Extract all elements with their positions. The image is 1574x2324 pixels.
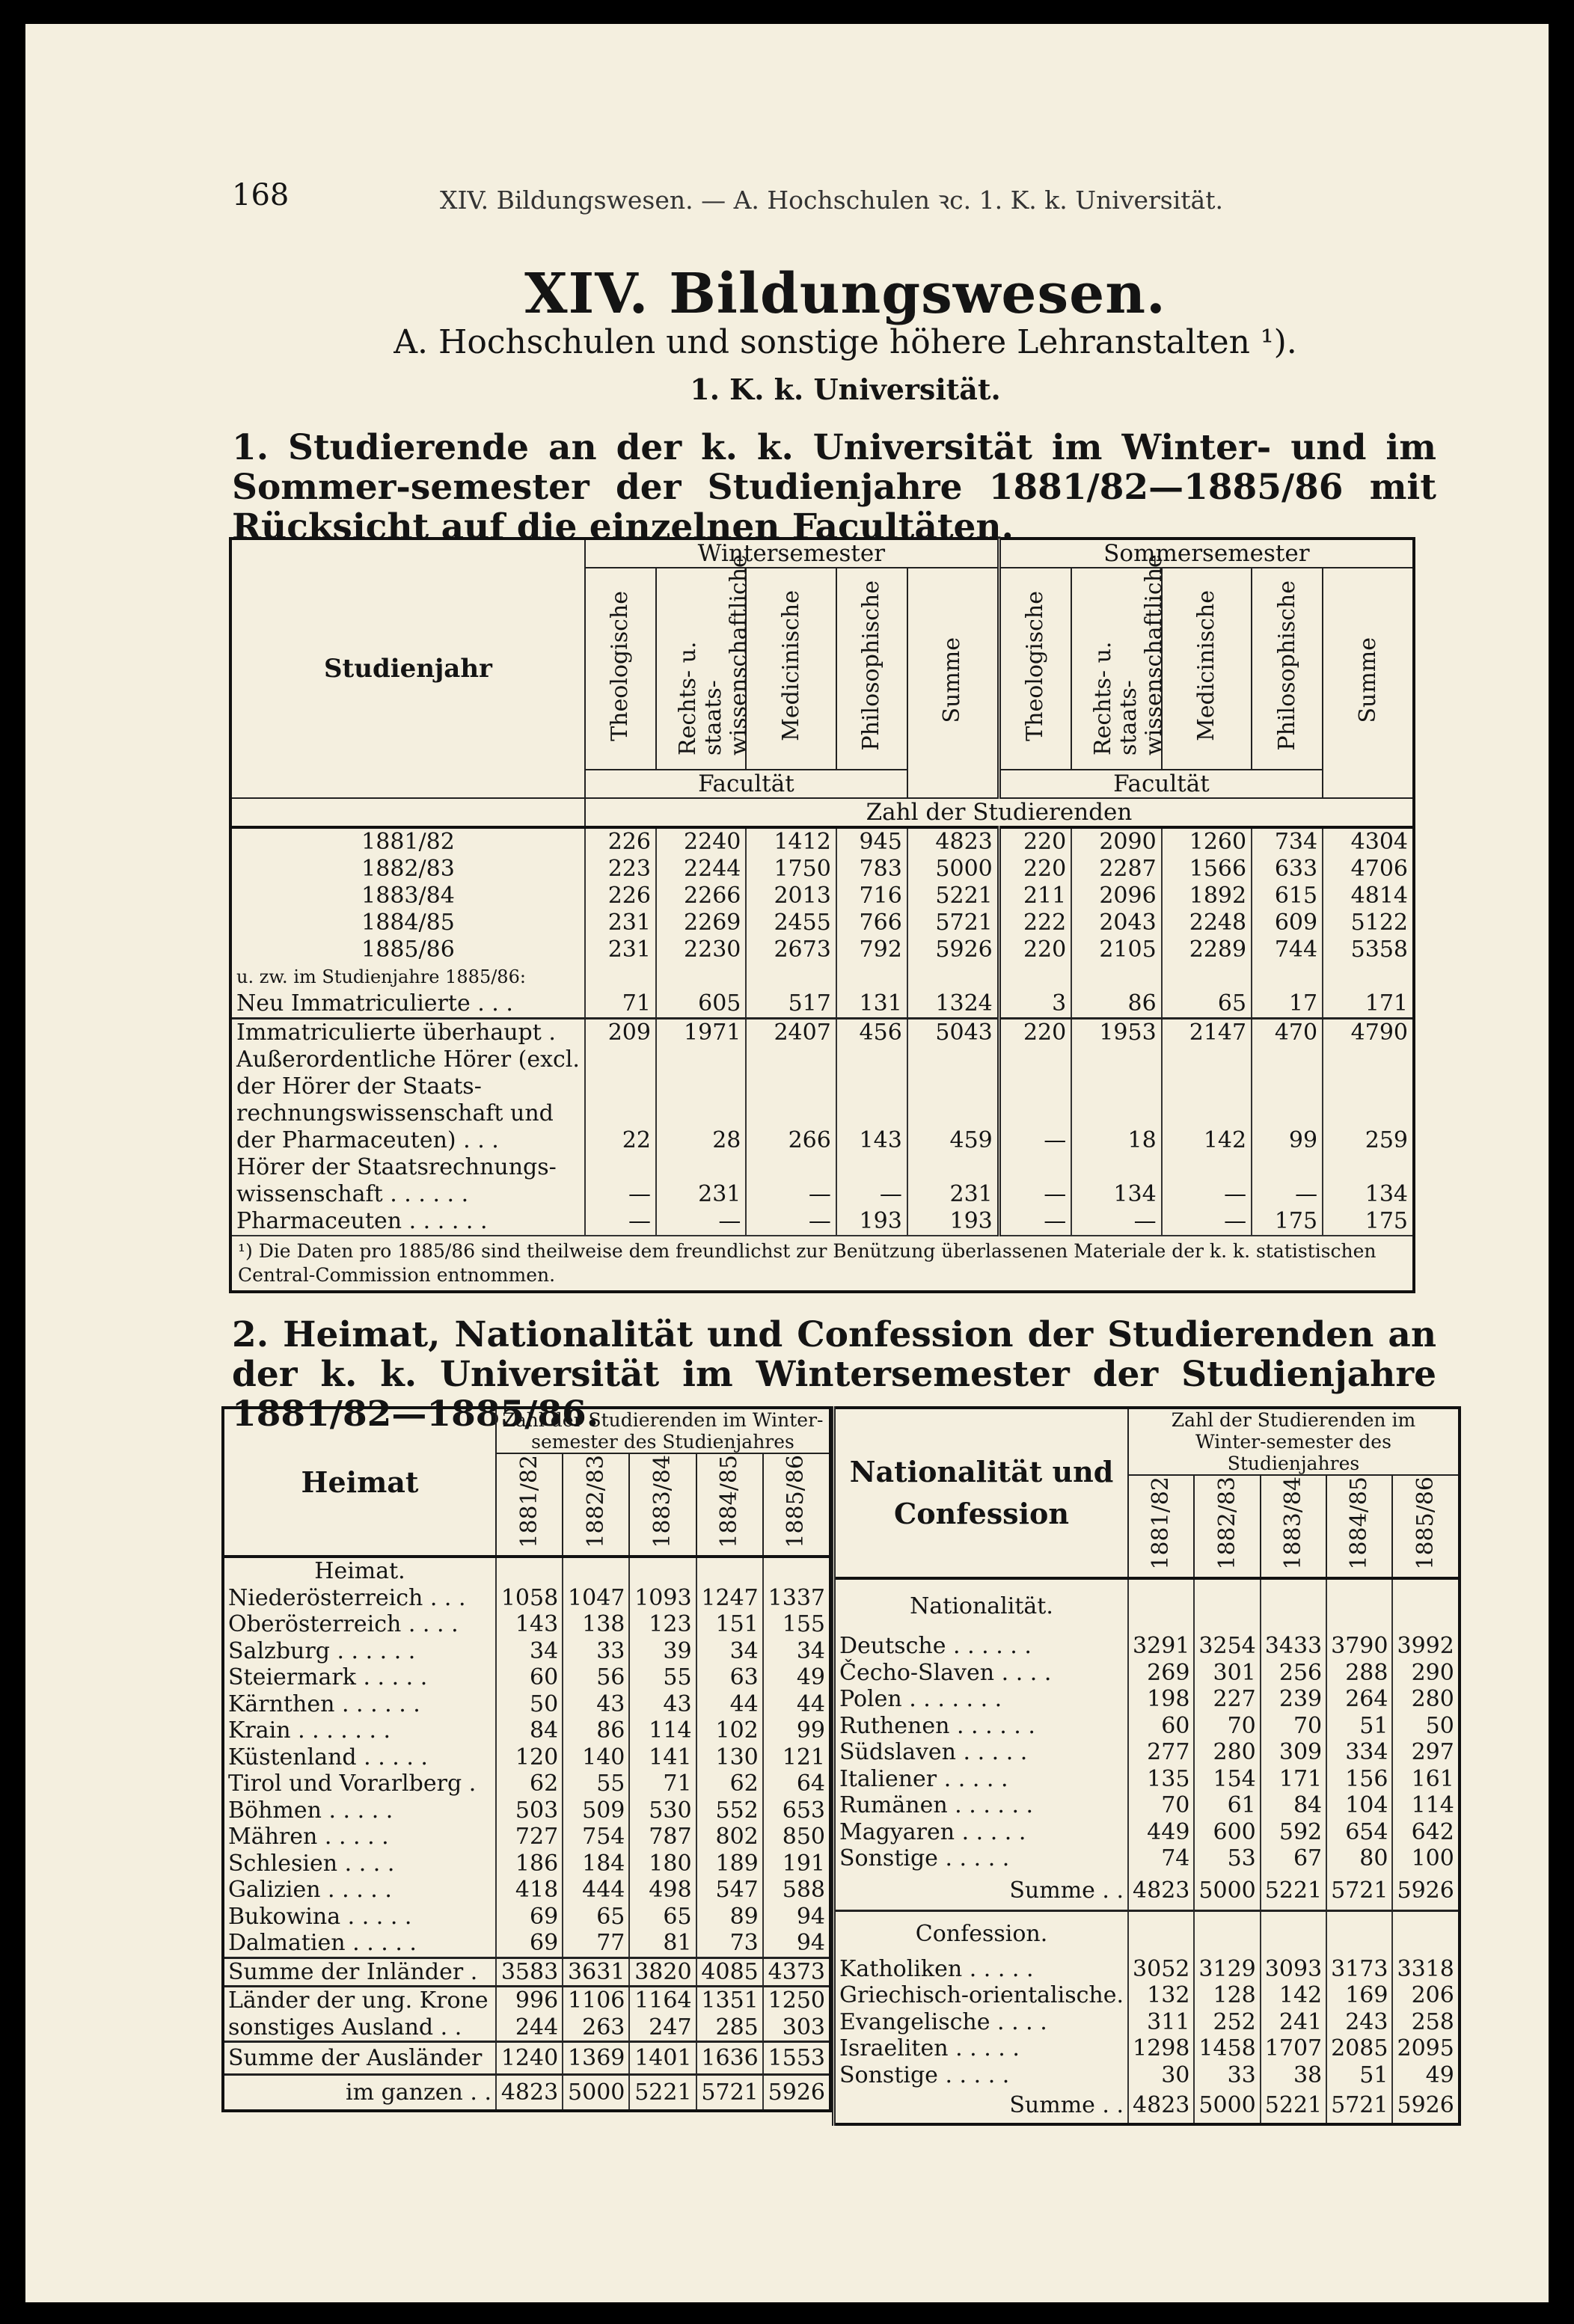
table-row (834, 1713, 1460, 1740)
cell-value: 754 (563, 1824, 629, 1851)
summer-header: Sommersemester (999, 539, 1414, 568)
cell-value: 5926 (1392, 2088, 1459, 2124)
table-row: 1881/82 226 2240 1412 945 4823 220 2090 1260 734 4304 (230, 827, 1414, 856)
cell-value: 51 (1326, 2062, 1392, 2089)
cell-value: 84 (1261, 1792, 1326, 1819)
cell-value: 128 (1194, 1982, 1260, 2009)
cell-value: 552 (696, 1797, 763, 1824)
row-label: Evangelische . . . . (834, 2009, 1129, 2036)
cell-value: 71 (629, 1770, 696, 1797)
cell-value: 3129 (1194, 1956, 1260, 1983)
row-label: Magyaren . . . . . (834, 1819, 1129, 1846)
cell-value: 2095 (1392, 2035, 1459, 2062)
cell-value: 138 (563, 1611, 629, 1638)
faculty-table (229, 537, 1415, 1293)
col-rechts-s: Rechts- u. staats-wissenschaftliche (1090, 554, 1168, 755)
row-label: Ruthenen . . . . . . (834, 1713, 1129, 1740)
cell-value: 69 (496, 1930, 563, 1957)
row-label: Deutsche . . . . . . (834, 1633, 1129, 1660)
cell-value: 509 (563, 1797, 629, 1824)
cell-value: 69 (496, 1904, 563, 1931)
row-label: Tirol und Vorarlberg . (228, 1770, 477, 1797)
chapter-title: XIV. Bildungswesen. (524, 262, 1166, 326)
cell-value: 130 (696, 1744, 763, 1771)
cell-value: 1106 (563, 1987, 629, 2014)
cell-value: 3173 (1326, 1956, 1392, 1983)
cell-value: 5221 (1261, 2088, 1326, 2124)
table-row (834, 2088, 1460, 2124)
cell-value: 30 (1128, 2062, 1194, 2089)
cell-value: 142 (1261, 1982, 1326, 2009)
cell-value: 5221 (629, 2075, 696, 2111)
cell-value: 5721 (696, 2075, 763, 2111)
cell-value: 156 (1326, 1766, 1392, 1793)
cell-value: 132 (1128, 1982, 1194, 2009)
heimat-sub: Heimat. (314, 1558, 405, 1584)
cell-value: 155 (763, 1611, 830, 1638)
row-label: Čecho-Slaven . . . . (834, 1660, 1129, 1687)
row-label: Dalmatien . . . . . (228, 1930, 417, 1956)
subsubtitle: 1. K. k. Universität. (690, 372, 1001, 406)
cell-value: 65 (563, 1904, 629, 1931)
footnote: ¹) Die Daten pro 1885/86 sind theilweise dem freundlichst zur Benützung überlassenen Materiale der k. k. statistischen Central-Commission entnommen. (230, 1236, 1414, 1292)
cell-value: 55 (629, 1664, 696, 1691)
cell-value: 86 (563, 1717, 629, 1744)
table-row (223, 1611, 830, 1638)
heimat-header: Heimat (223, 1408, 496, 1557)
cell-value: 418 (496, 1877, 563, 1904)
row-label: Kärnthen . . . . . . (228, 1690, 420, 1717)
table-row (223, 2014, 830, 2042)
row-label: Summe . . (834, 2088, 1129, 2124)
cell-value: 81 (629, 1930, 696, 1957)
cell-value: 33 (563, 1638, 629, 1665)
cell-value: 303 (763, 2014, 830, 2042)
cell-value: 309 (1261, 1739, 1326, 1766)
row-label: Galizien . . . . . (228, 1877, 392, 1903)
cell-value: 62 (696, 1770, 763, 1797)
cell-value: 258 (1392, 2009, 1459, 2036)
cell-value: 530 (629, 1797, 696, 1824)
col-medic-s: Medicinische (1192, 590, 1219, 741)
cell-value: 3052 (1128, 1956, 1194, 1983)
cell-value: 2085 (1326, 2035, 1392, 2062)
cell-value: 161 (1392, 1766, 1459, 1793)
cell-value: 1093 (629, 1585, 696, 1612)
zahl-label: Zahl der Studierenden (585, 798, 1414, 827)
table-row (223, 1987, 830, 2014)
cell-value: 34 (496, 1638, 563, 1665)
table-row (834, 1792, 1460, 1819)
cell-value: 70 (1128, 1792, 1194, 1819)
cell-value: 1401 (629, 2042, 696, 2075)
col-summe-s: Summe (1354, 637, 1381, 723)
cell-value: 120 (496, 1744, 563, 1771)
cell-value: 89 (696, 1904, 763, 1931)
cell-value: 444 (563, 1877, 629, 1904)
col-philos-w: Philosophische (858, 580, 885, 751)
cell-value: 1247 (696, 1585, 763, 1612)
cell-value: 65 (629, 1904, 696, 1931)
row-label: Israeliten . . . . . (834, 2035, 1129, 2062)
cell-value: 4085 (696, 1957, 763, 1987)
cell-value: 3820 (629, 1957, 696, 1987)
cell-value: 4373 (763, 1957, 830, 1987)
cell-value: 154 (1194, 1766, 1260, 1793)
table-row: 1882/83 223 2244 1750 783 5000 220 2287 1566 633 4706 (230, 856, 1414, 883)
row-label: Sonstige . . . . . (834, 2062, 1129, 2089)
cell-value: 184 (563, 1851, 629, 1877)
cell-value: 198 (1128, 1686, 1194, 1713)
row-label: im ganzen . . (223, 2075, 496, 2111)
row-label: Summe der Ausländer (223, 2042, 496, 2075)
table-row (223, 1851, 830, 1877)
row-label: Schlesien . . . . (228, 1850, 395, 1877)
heimat-table: Heimat Zahl der Studierenden im Winter-semester des Studienjahres 1881/82 1882/83 1883/84 1884/85 1885/86 Heimat. Niederösterreich . . . 1058 1047 1093 1247 1337 Oberösterreich . . . . 143 138 123 151 155 Salzburg . . . . . . 34 33 39 34 34 Steiermark . . . . . 60 56 55 63 49 Kärnthen . . . . . . 50 43 43 44 44 Krain . . . . . . . 84 86 114 102 99 Küstenland . . . . . 120 140 141 130 121 Tirol und Vorarlberg . 62 55 71 62 64 Böhmen . . . . . 503 509 530 552 653 Mähren . . . . . 727 754 787 802 850 Schlesien . . . . 186 184 180 189 191 Galizien . . . . . 418 444 498 547 588 Bukowina . . . . . 69 65 65 89 94 Dalmatien . . . . . 69 77 81 73 94 Summe der Inländer . 3583 3631 3820 4085 4373 Länder der ung. Krone 996 1106 1164 1351 1250 sonstiges Ausland . . 244 263 247 285 303 Summe der Ausländer 1240 1369 1401 1636 1553 im ganzen . . 4823 5000 5221 5721 5926 (221, 1406, 832, 2112)
cell-value: 311 (1128, 2009, 1194, 2036)
cell-value: 102 (696, 1717, 763, 1744)
cell-value: 143 (496, 1611, 563, 1638)
cell-value: 498 (629, 1877, 696, 1904)
table-row (223, 1717, 830, 1744)
cell-value: 4823 (496, 2075, 563, 2111)
facultaet-label-w: Facultät (585, 770, 907, 798)
cell-value: 600 (1194, 1819, 1260, 1846)
cell-value: 53 (1194, 1845, 1260, 1872)
cell-value: 61 (1194, 1792, 1260, 1819)
cell-value: 60 (1128, 1713, 1194, 1740)
cell-value: 1337 (763, 1585, 830, 1612)
row-label: Steiermark . . . . . (228, 1664, 428, 1690)
cell-value: 1369 (563, 2042, 629, 2075)
table-row (223, 1691, 830, 1718)
row-label: Katholiken . . . . . (834, 1956, 1129, 1983)
cell-value: 73 (696, 1930, 763, 1957)
row-label: Niederösterreich . . . (228, 1584, 466, 1611)
cell-value: 70 (1194, 1713, 1260, 1740)
table-row (834, 2062, 1460, 2089)
cell-value: 3093 (1261, 1956, 1326, 1983)
cell-value: 449 (1128, 1819, 1194, 1846)
table-row (834, 1660, 1460, 1687)
cell-value: 114 (1392, 1792, 1459, 1819)
row-label: Italiener . . . . . (834, 1766, 1129, 1793)
cell-value: 241 (1261, 2009, 1326, 2036)
cell-value: 114 (629, 1717, 696, 1744)
cell-value: 642 (1392, 1819, 1459, 1846)
cell-value: 3992 (1392, 1633, 1459, 1660)
table-row (223, 1904, 830, 1931)
cell-value: 171 (1261, 1766, 1326, 1793)
cell-value: 5721 (1326, 2088, 1392, 2124)
cell-value: 140 (563, 1744, 629, 1771)
cell-value: 727 (496, 1824, 563, 1851)
row-label: Summe der Inländer . (223, 1957, 496, 1987)
cell-value: 297 (1392, 1739, 1459, 1766)
col-theol-w: Theologische (607, 590, 634, 741)
table-row: Pharmaceuten . . . . . . — — — 193 193 — — — 175 175 (230, 1208, 1414, 1236)
section2-title: 2. Heimat, Nationalität und Confession der Studierenden an der k. k. Universität im Wintersemester der Studienjahre 1881/82—1885/86. (232, 1314, 1436, 1435)
cell-value: 99 (763, 1717, 830, 1744)
table-row (834, 1739, 1460, 1766)
cell-value: 850 (763, 1824, 830, 1851)
row-label: Polen . . . . . . . (834, 1686, 1129, 1713)
cell-value: 56 (563, 1664, 629, 1691)
facultaet-label-s: Facultät (999, 770, 1323, 798)
cell-value: 104 (1326, 1792, 1392, 1819)
cell-value: 50 (496, 1691, 563, 1718)
row-label: Sonstige . . . . . (834, 1845, 1129, 1872)
col-rechts-w: Rechts- u. staats-wissenschaftliche (675, 554, 753, 755)
table-row (834, 1956, 1460, 1983)
zahl-header-right: Zahl der Studierenden im Winter-semester des Studienjahres (1128, 1408, 1460, 1475)
table-row (223, 1664, 830, 1691)
table-row: wissenschaft . . . . . . — 231 — — 231 — 134 — — 134 (230, 1181, 1414, 1208)
cell-value: 3631 (563, 1957, 629, 1987)
table-row: Immatriculierte überhaupt . 209 1971 2407 456 5043 220 1953 2147 470 4790 (230, 1019, 1414, 1047)
table-row: 1884/85 231 2269 2455 766 5721 222 2043 2248 609 5122 (230, 910, 1414, 936)
cell-value: 169 (1326, 1982, 1392, 2009)
cell-value: 43 (629, 1691, 696, 1718)
table-row (834, 1766, 1460, 1793)
row-label: Krain . . . . . . . (228, 1717, 391, 1744)
cell-value: 301 (1194, 1660, 1260, 1687)
cell-value: 1058 (496, 1585, 563, 1612)
cell-value: 121 (763, 1744, 830, 1771)
table-row (834, 1633, 1460, 1660)
section1-title: 1. Studierende an der k. k. Universität im Winter- und im Sommer-semester der Studienjahre 1881/82—1885/86 mit Rücksicht auf die einzelnen Facultäten. (232, 427, 1436, 548)
cell-value: 1636 (696, 2042, 763, 2075)
nationality-table: Nationalität und Confession Zahl der Studierenden im Winter-semester des Studienjahres 1881/82 1882/83 1883/84 1884/85 1885/86 Nationalität. Deutsche . . . . . . 3291 3254 3433 3790 3992 Čecho-Slaven . . . . 269 301 256 288 290 Polen . . . . . . . 198 227 239 264 280 Ruthenen . . . . . . 60 70 70 51 50 Südslaven . . . . . 277 280 309 334 297 Italiener . . . . . 135 154 171 156 161 Rumänen . . . . . . 70 61 84 104 114 Magyaren . . . . . 449 600 592 654 642 Sonstige . . . . . 74 53 67 80 100 Summe . . 4823 5000 5221 5721 5926 Confession. Katholiken . . . . . 3052 3129 3093 3173 3318 Griechisch-orientalische. 132 128 142 169 206 Evangelische . . . . 311 252 241 243 258 Israeliten . . . . . 1298 1458 1707 2085 2095 Sonstige . . . . . 30 33 38 51 49 Summe . . 4823 5000 5221 5721 5926 (832, 1406, 1461, 2126)
cell-value: 84 (496, 1717, 563, 1744)
cell-value: 74 (1128, 1845, 1194, 1872)
cell-value: 252 (1194, 2009, 1260, 2036)
cell-value: 100 (1392, 1845, 1459, 1872)
cell-value: 588 (763, 1877, 830, 1904)
cell-value: 290 (1392, 1660, 1459, 1687)
cell-value: 285 (696, 2014, 763, 2042)
cell-value: 63 (696, 1664, 763, 1691)
cell-value: 802 (696, 1824, 763, 1851)
cell-value: 67 (1261, 1845, 1326, 1872)
cell-value: 4823 (1128, 2088, 1194, 2124)
row-label: Länder der ung. Krone (223, 1987, 496, 2014)
cell-value: 243 (1326, 2009, 1392, 2036)
cell-value: 256 (1261, 1660, 1326, 1687)
table-row: Neu Immatriculierte . . . 71 605 517 131 1324 3 86 65 17 171 (230, 990, 1414, 1019)
row-label: Mähren . . . . . (228, 1824, 389, 1850)
cell-value: 247 (629, 2014, 696, 2042)
cell-value: 592 (1261, 1819, 1326, 1846)
row-label: Rumänen . . . . . . (834, 1792, 1129, 1819)
cell-value: 80 (1326, 1845, 1392, 1872)
cell-value: 62 (496, 1770, 563, 1797)
cell-value: 288 (1326, 1660, 1392, 1687)
row-label: Böhmen . . . . . (228, 1797, 394, 1824)
row-label: Salzburg . . . . . . (228, 1637, 416, 1664)
table-row: Hörer der Staatsrechnungs- (230, 1154, 1414, 1181)
cell-value: 5721 (1326, 1872, 1392, 1911)
cell-value: 280 (1392, 1686, 1459, 1713)
table-row: 1883/84 226 2266 2013 716 5221 211 2096 1892 615 4814 (230, 883, 1414, 910)
table-row (223, 1957, 830, 1987)
cell-value: 44 (696, 1691, 763, 1718)
table-row (223, 1770, 830, 1797)
cell-value: 5000 (563, 2075, 629, 2111)
cell-value: 38 (1261, 2062, 1326, 2089)
cell-value: 135 (1128, 1766, 1194, 1793)
row-label: Summe . . (834, 1872, 1129, 1911)
cell-value: 4823 (1128, 1872, 1194, 1911)
table-row (834, 1845, 1460, 1872)
cell-value: 44 (763, 1691, 830, 1718)
subtitle: A. Hochschulen und sonstige höhere Lehranstalten ¹). (394, 323, 1297, 361)
cell-value: 191 (763, 1851, 830, 1877)
cell-value: 3433 (1261, 1633, 1326, 1660)
col-philos-s: Philosophische (1273, 580, 1300, 751)
running-header (232, 178, 1459, 223)
table-row (223, 1797, 830, 1824)
cell-value: 5926 (763, 2075, 830, 2111)
page (25, 24, 1549, 2302)
cell-value: 206 (1392, 1982, 1459, 2009)
table-row (223, 1744, 830, 1771)
table-row: der Hörer der Staats- (230, 1073, 1414, 1100)
cell-value: 1240 (496, 2042, 563, 2075)
cell-value: 49 (763, 1664, 830, 1691)
row-label: Griechisch-orientalische. (834, 1982, 1129, 2009)
table-row: rechnungswissenschaft und (230, 1100, 1414, 1127)
cell-value: 51 (1326, 1713, 1392, 1740)
table-row (223, 1877, 830, 1904)
cell-value: 244 (496, 2014, 563, 2042)
table-row (223, 1638, 830, 1665)
row-label: Bukowina . . . . . (228, 1903, 412, 1930)
zahl-header-left: Zahl der Studierenden im Winter-semester des Studienjahres (496, 1408, 830, 1453)
cell-value: 1047 (563, 1585, 629, 1612)
table-row (834, 1872, 1460, 1911)
table-row (223, 1930, 830, 1957)
cell-value: 787 (629, 1824, 696, 1851)
cell-value: 189 (696, 1851, 763, 1877)
cell-value: 141 (629, 1744, 696, 1771)
cell-value: 3291 (1128, 1633, 1194, 1660)
cell-value: 334 (1326, 1739, 1392, 1766)
row-header: Studienjahr (230, 539, 585, 798)
cell-value: 3254 (1194, 1633, 1260, 1660)
winter-header: Wintersemester (585, 539, 999, 568)
page-number: 168 (232, 178, 290, 212)
cell-value: 50 (1392, 1713, 1459, 1740)
cell-value: 43 (563, 1691, 629, 1718)
running-title: XIV. Bildungswesen. — A. Hochschulen ꝛc. 1. K. k. Universität. (440, 186, 1223, 215)
table-row (834, 1686, 1460, 1713)
cell-value: 1298 (1128, 2035, 1194, 2062)
table-row (223, 1824, 830, 1851)
table-row (834, 1982, 1460, 2009)
cell-value: 5000 (1194, 1872, 1260, 1911)
cell-value: 654 (1326, 1819, 1392, 1846)
cell-value: 1351 (696, 1987, 763, 2014)
cell-value: 264 (1326, 1686, 1392, 1713)
cell-value: 5221 (1261, 1872, 1326, 1911)
cell-value: 64 (763, 1770, 830, 1797)
table-row: u. zw. im Studienjahre 1885/86: (230, 963, 1414, 990)
cell-value: 3318 (1392, 1956, 1459, 1983)
cell-value: 1458 (1194, 2035, 1260, 2062)
cell-value: 1553 (763, 2042, 830, 2075)
cell-value: 653 (763, 1797, 830, 1824)
cell-value: 34 (763, 1638, 830, 1665)
cell-value: 269 (1128, 1660, 1194, 1687)
cell-value: 280 (1194, 1739, 1260, 1766)
table-row: Außerordentliche Hörer (excl. (230, 1046, 1414, 1073)
row-label: Küstenland . . . . . (228, 1744, 428, 1770)
cell-value: 1250 (763, 1987, 830, 2014)
table-row (223, 1585, 830, 1612)
cell-value: 5000 (1194, 2088, 1260, 2124)
row-label: sonstiges Ausland . . (228, 2014, 462, 2041)
cell-value: 60 (496, 1664, 563, 1691)
cell-value: 180 (629, 1851, 696, 1877)
cell-value: 3583 (496, 1957, 563, 1987)
table-row: der Pharmaceuten) . . . 22 28 266 143 459 — 18 142 99 259 (230, 1127, 1414, 1154)
row-label: Oberösterreich . . . . (228, 1611, 459, 1637)
cell-value: 123 (629, 1611, 696, 1638)
conf-sub: Confession. (834, 1911, 1129, 1956)
cell-value: 70 (1261, 1713, 1326, 1740)
table-row (223, 2042, 830, 2075)
table-row (834, 1819, 1460, 1846)
cell-value: 547 (696, 1877, 763, 1904)
table-row (834, 2009, 1460, 2036)
cell-value: 34 (696, 1638, 763, 1665)
cell-value: 5926 (1392, 1872, 1459, 1911)
cell-value: 996 (496, 1987, 563, 2014)
row-label: Südslaven . . . . . (834, 1739, 1129, 1766)
col-medic-w: Medicinische (777, 590, 804, 741)
nat-header: Nationalität und Confession (834, 1408, 1129, 1578)
col-summe-w: Summe (939, 637, 966, 723)
cell-value: 49 (1392, 2062, 1459, 2089)
nat-sub: Nationalität. (834, 1578, 1129, 1633)
cell-value: 55 (563, 1770, 629, 1797)
cell-value: 151 (696, 1611, 763, 1638)
table-row (223, 2075, 830, 2111)
cell-value: 503 (496, 1797, 563, 1824)
cell-value: 39 (629, 1638, 696, 1665)
cell-value: 94 (763, 1930, 830, 1957)
cell-value: 263 (563, 2014, 629, 2042)
cell-value: 239 (1261, 1686, 1326, 1713)
cell-value: 33 (1194, 2062, 1260, 2089)
cell-value: 227 (1194, 1686, 1260, 1713)
col-theol-s: Theologische (1022, 590, 1049, 741)
table-row: 1885/86 231 2230 2673 792 5926 220 2105 2289 744 5358 (230, 936, 1414, 963)
cell-value: 77 (563, 1930, 629, 1957)
table-row (834, 2035, 1460, 2062)
cell-value: 3790 (1326, 1633, 1392, 1660)
cell-value: 186 (496, 1851, 563, 1877)
cell-value: 94 (763, 1904, 830, 1931)
cell-value: 277 (1128, 1739, 1194, 1766)
cell-value: 1707 (1261, 2035, 1326, 2062)
cell-value: 1164 (629, 1987, 696, 2014)
